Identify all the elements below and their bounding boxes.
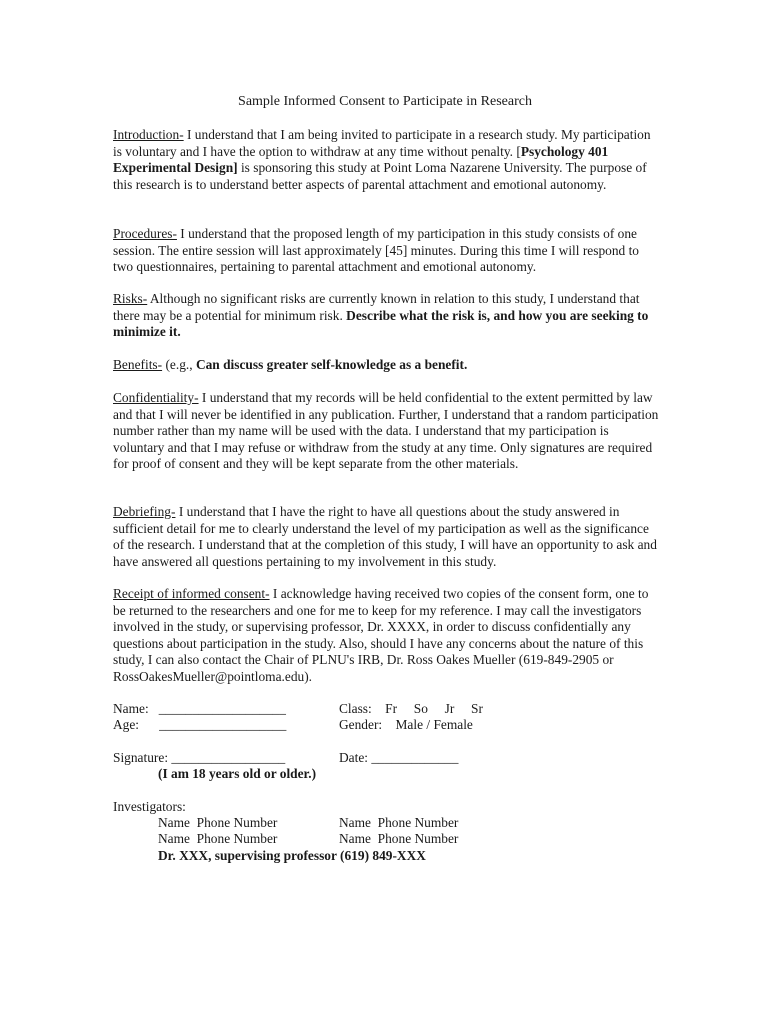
risks-text: Although no significant risks are currently known in relation to this study, I understand that there may be a potential for minimum risk.: [113, 291, 640, 323]
receipt-paragraph: [113, 586, 661, 686]
investigator-2-right: Name Phone Number: [339, 831, 459, 846]
age-field[interactable]: Age: ___________________: [113, 717, 287, 732]
investigators-label: Investigators:: [113, 799, 186, 814]
debriefing-paragraph: [113, 504, 661, 570]
benefits-instruction: Can discuss greater self-knowledge as a benefit.: [195, 357, 468, 372]
investigator-2-left: Name Phone Number: [158, 831, 278, 846]
confidentiality-paragraph: [113, 390, 661, 473]
introduction-text-1: I understand that I am being invited to participate in a research study. My participation is voluntary and I have the option to withdraw at any time without penalty. [: [113, 127, 651, 159]
receipt-text: I acknowledge having received two copies of the consent form, one to be returned to the researchers and one for me to keep for my reference. I may call the investigators involved in the study, or supervising professor, Dr. XXXX, in order to discuss confidentially any questions about participation in the study. Also, should I have any concerns about the nature of this study, I can also contact the Chair of PLNU's IRB, Dr. Ross Oakes Mueller (619-849-2905 or RossOakesMueller@pointloma.edu).: [113, 586, 649, 684]
signature-field[interactable]: Signature: _________________: [113, 750, 286, 765]
course-name: Psychology 401 Experimental Design]: [113, 143, 609, 176]
risks-paragraph: [113, 291, 661, 341]
risks-instruction: Describe what the risk is, and how you are seeking to minimize it.: [113, 307, 649, 340]
introduction-text-2: is sponsoring this study at Point Loma Nazarene University. The purpose of this research is to understand better aspects of parental attachment and emotional autonomy.: [113, 160, 647, 192]
procedures-label: Procedures-: [113, 226, 177, 241]
receipt-label: Receipt of informed consent-: [113, 586, 270, 601]
supervising-professor: Dr. XXX, supervising professor (619) 849-XXX: [158, 848, 426, 863]
document-title: Sample Informed Consent to Participate in Research: [238, 94, 532, 109]
benefits-paragraph: [113, 357, 661, 374]
benefits-text: (e.g.,: [162, 357, 196, 372]
name-field[interactable]: Name: ___________________: [113, 701, 286, 716]
procedures-text: I understand that the proposed length of my participation in this study consists of one session. The entire session will last approximately [45] minutes. During this time I will respond to two questionnaires, pertaining to parental attachment and emotional autonomy.: [113, 226, 640, 275]
benefits-label: Benefits-: [113, 357, 163, 372]
introduction-paragraph: [113, 127, 661, 193]
class-field[interactable]: Class: Fr So Jr Sr: [339, 701, 483, 716]
introduction-label: Introduction-: [113, 127, 184, 142]
risks-label: Risks-: [113, 291, 148, 306]
investigator-1-left: Name Phone Number: [158, 815, 278, 830]
debriefing-label: Debriefing-: [113, 504, 176, 519]
confidentiality-text: I understand that my records will be held confidential to the extent permitted by law and that I will never be identified in any publication. Further, I understand that a random participation number rather than my name will be used with the data. I understand that my participation is voluntary and that I may refuse or withdraw from the study at any time. Only signatures are required for proof of consent and they will be kept separate from the other materials.: [113, 390, 659, 472]
debriefing-text: I understand that I have the right to have all questions about the study answered in sufficient detail for me to clearly understand the level of my participation as well as the significance of the research. I understand that at the completion of this study, I will have an opportunity to ask and have answered all questions pertaining to my involvement in this study.: [113, 504, 657, 569]
investigator-1-right: Name Phone Number: [339, 815, 459, 830]
age-requirement-note: (I am 18 years old or older.): [158, 766, 317, 781]
procedures-paragraph: [113, 226, 661, 276]
date-field[interactable]: Date: _____________: [339, 750, 459, 765]
gender-field[interactable]: Gender: Male / Female: [339, 717, 473, 732]
confidentiality-label: Confidentiality-: [113, 390, 199, 405]
